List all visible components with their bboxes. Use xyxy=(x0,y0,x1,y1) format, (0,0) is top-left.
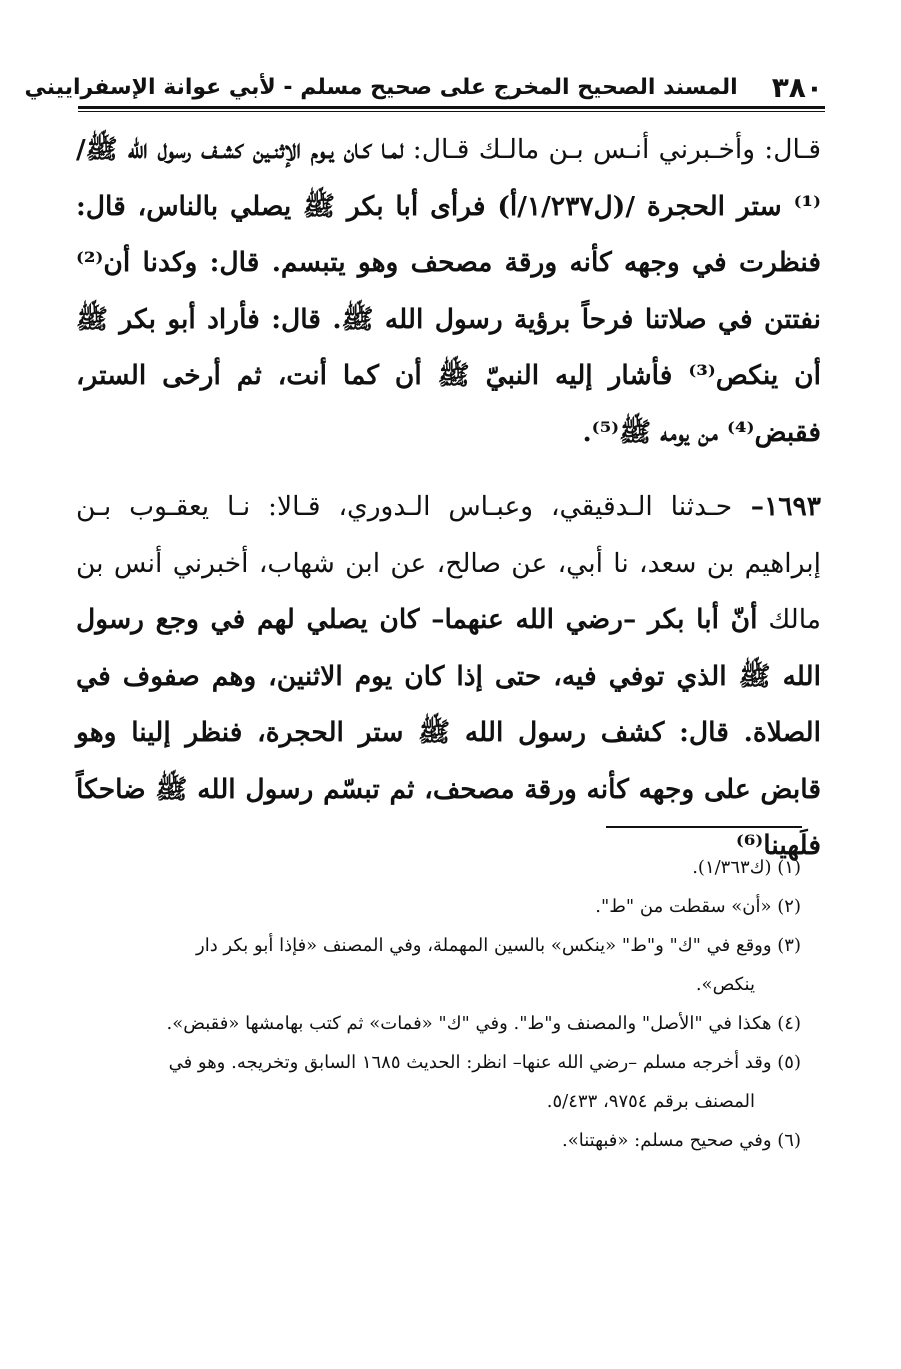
running-title: المسند الصحيح المخرج على صحيح مسلم - لأبي عوانة الإسفراييني xyxy=(24,75,738,100)
header-rule-thick xyxy=(78,106,825,109)
header-rule-thin xyxy=(78,111,825,112)
main-text xyxy=(76,122,821,875)
footnote-2: (٢) «أن» سقطت من "ط". xyxy=(595,896,801,917)
footnote-4: (٤) هكذا في "الأصل" والمصنف و"ط". وفي "ك" «فمات» ثم كتب بهامشها «فقبض». xyxy=(166,1013,801,1034)
footnote-separator xyxy=(606,826,802,828)
page-header xyxy=(24,64,823,104)
paragraph-1-matn: لمـا كـان يـوم الإثنـين كشـف رسول الله ﷺ/⁽¹⁾ ستر الحجرة /(ل١/٢٣٧/أ) فرأى أبا بكر ﷺ يصلي بالناس، قال: فنظرت في وجهه كأنه ورقة مصحف وهو يتبسم. قال: وكدنا أن⁽²⁾ نفتتن في صلاتنا فرحاً برؤية رسول الله ﷺ. قال: فأراد أبو بكر ﷺ أن ينكص⁽³⁾ فأشار إليه النبيّ ﷺ أن كما أنت، ثم أرخى الستر، فقبض⁽⁴⁾ من يومه ﷺ⁽⁵⁾. xyxy=(76,134,821,448)
paragraph-1 xyxy=(76,122,821,461)
hadith-1693 xyxy=(76,479,821,875)
hadith-matn: أنّ أبا بكر –رضي الله عنهما– كان يصلي لهم في وجع رسول الله ﷺ الذي توفي فيه، حتى إذا كان يوم الاثنين، وهم صفوف في الصلاة. قال: كشف رسول الله ﷺ ستر الحجرة، فنظر إلينا وهو قابض على وجهه كأنه ورقة مصحف، ثم تبسّم رسول الله ﷺ ضاحكاً فلَهينا⁽⁶⁾ xyxy=(76,604,821,861)
footnote-6: (٦) وفي صحيح مسلم: «فبهتنا». xyxy=(562,1130,801,1151)
footnote-3-continuation: ينكص». xyxy=(695,974,755,995)
footnotes xyxy=(76,848,801,1160)
footnote-5-continuation: المصنف برقم ٩٧٥٤، ٥/٤٣٣. xyxy=(546,1091,755,1112)
footnote-5: (٥) وقد أخرجه مسلم –رضي الله عنها– انظر: الحديث ١٦٨٥ السابق وتخريجه. وهو في xyxy=(168,1052,801,1073)
hadith-isnad: حـدثنا الـدقيقي، وعبـاس الـدوري، قـالا: نـا يعقـوب بـن إبراهيم بن سعد، نا أبي، عن صالح، عن ابن شهاب، أخبرني أنس بن مالك xyxy=(76,491,821,635)
footnote-1: (١) (ك١/٣٦٣). xyxy=(692,857,801,878)
paragraph-1-intro: قـال: وأخـبرني أنـس بـن مالـك قـال: xyxy=(403,134,821,165)
footnote-3: (٣) ووقع في "ك" و"ط" «ينكس» بالسين المهملة، وفي المصنف «فإذا أبو بكر دار xyxy=(196,935,801,956)
hadith-number: ١٦٩٣– xyxy=(732,491,821,522)
page-number: ٣٨٠ xyxy=(771,71,823,104)
